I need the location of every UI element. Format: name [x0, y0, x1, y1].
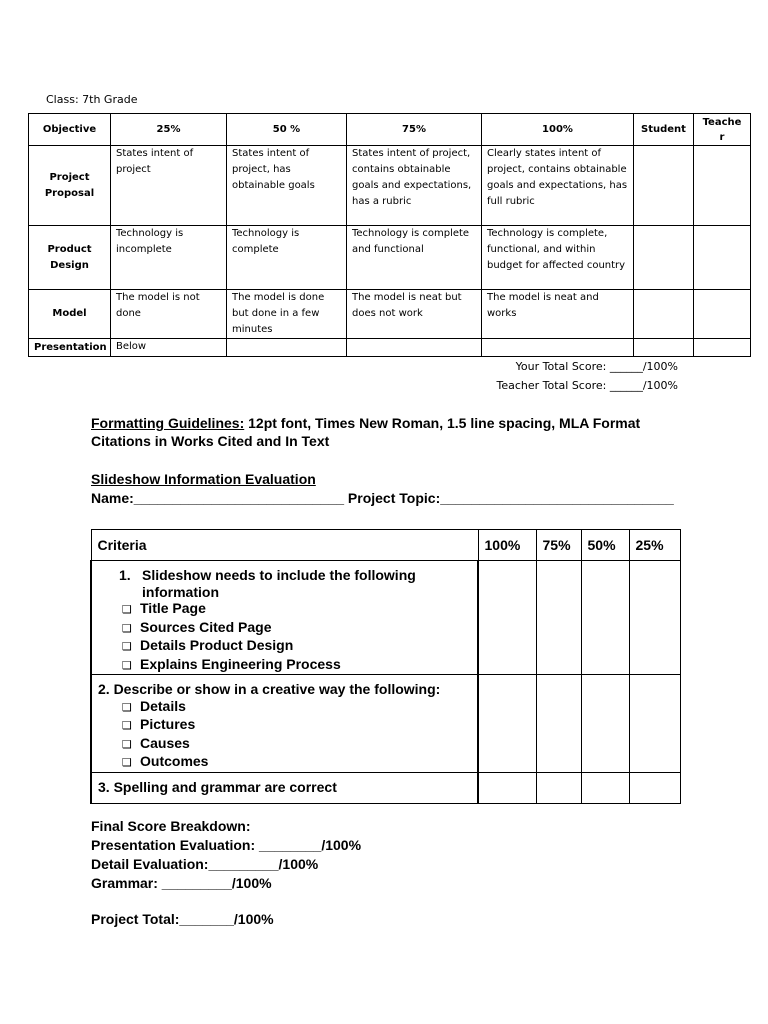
- score-cell[interactable]: [629, 561, 680, 675]
- cell-25: Below: [111, 339, 227, 357]
- rubric-table: [28, 113, 751, 357]
- topic-field[interactable]: ______________________________: [440, 490, 674, 506]
- rubric-row-model: [29, 290, 751, 339]
- bullet-item: [98, 619, 471, 638]
- bullet-text: Sources Cited Page: [140, 618, 272, 635]
- cell-100: The model is neat and works: [482, 290, 634, 339]
- criteria-item: 2. Describe or show in a creative way the following:: [98, 681, 441, 697]
- bullet-text: Explains Engineering Process: [140, 655, 341, 672]
- detail-evaluation: Detail Evaluation:_________/100%: [91, 856, 319, 872]
- student-score-cell[interactable]: [634, 339, 694, 357]
- cell-100: Technology is complete, functional, and within budget for affected country: [482, 226, 634, 290]
- col-100-header: 100%: [478, 530, 536, 561]
- objective-cell: Model: [29, 290, 111, 339]
- formatting-label: Formatting Guidelines:: [91, 415, 245, 431]
- cell-50: The model is done but done in a few minutes: [227, 290, 347, 339]
- criteria-row-1: [91, 561, 680, 675]
- bullet-text: Details: [140, 697, 186, 714]
- col-student: Student: [634, 114, 694, 146]
- slideshow-title: Slideshow Information Evaluation: [91, 471, 316, 487]
- col-25-header: 25%: [629, 530, 680, 561]
- topic-label: Project Topic:: [347, 490, 441, 506]
- col-75: 75%: [347, 114, 482, 146]
- criteria-cell: [91, 561, 478, 675]
- name-label: Name:: [91, 490, 134, 506]
- bullet-text: Details Product Design: [140, 637, 294, 653]
- cell-100: Clearly states intent of project, contains obtainable goals and expectations, has full rubric: [482, 146, 634, 226]
- rubric-row-presentation: [29, 339, 751, 357]
- teacher-score-cell[interactable]: [694, 226, 751, 290]
- teacher-score-cell[interactable]: [694, 146, 751, 226]
- cell-50: States intent of project, has obtainable goals: [227, 146, 347, 226]
- formatting-guidelines: [91, 414, 691, 450]
- cell-100: [482, 339, 634, 357]
- cell-25: The model is not done: [111, 290, 227, 339]
- checkbox-icon: ❑: [122, 640, 132, 653]
- bullet-text: Pictures: [140, 716, 196, 732]
- checkbox-icon: ❑: [122, 621, 132, 635]
- bullet-item: [98, 656, 471, 675]
- your-total-score: Your Total Score: ______/100%: [515, 360, 678, 373]
- student-score-cell[interactable]: [634, 290, 694, 339]
- criteria-header-row: [91, 530, 680, 561]
- bullet-item: [98, 698, 471, 717]
- checkbox-icon: ❑: [122, 756, 132, 769]
- rubric-row-product-design: [29, 226, 751, 290]
- score-cell[interactable]: [478, 772, 536, 803]
- criteria-row-3: [91, 772, 680, 803]
- final-title: Final Score Breakdown:: [91, 818, 251, 834]
- grammar-evaluation: Grammar: _________/100%: [91, 875, 272, 891]
- rubric-header-row: [29, 114, 751, 146]
- score-cell[interactable]: [536, 561, 581, 675]
- score-cell[interactable]: [629, 772, 680, 803]
- final-score-breakdown: [91, 817, 361, 893]
- score-cell[interactable]: [581, 772, 629, 803]
- score-cell[interactable]: [581, 561, 629, 675]
- formatting-text: 12pt font, Times New Roman, 1.5 line spacing, MLA Format Citations in Works Cited and In Text: [91, 415, 641, 449]
- score-cell[interactable]: [478, 675, 536, 773]
- checkbox-icon: ❑: [122, 737, 132, 751]
- bullet-text: Title Page: [140, 600, 206, 616]
- score-cell[interactable]: [536, 772, 581, 803]
- objective-cell: Presentation: [29, 339, 111, 357]
- col-25: 25%: [111, 114, 227, 146]
- name-field[interactable]: ___________________________: [133, 490, 345, 506]
- col-50: 50 %: [227, 114, 347, 146]
- teacher-score-cell[interactable]: [694, 339, 751, 357]
- criteria-table: [90, 529, 681, 804]
- cell-75: States intent of project, contains obtainable goals and expectations, has a rubric: [347, 146, 482, 226]
- criteria-row-2: [91, 675, 680, 773]
- cell-50: [227, 339, 347, 357]
- score-cell[interactable]: [536, 675, 581, 773]
- criteria-item-cont: [98, 584, 471, 601]
- col-75-header: 75%: [536, 530, 581, 561]
- checkbox-icon: ❑: [122, 700, 132, 714]
- criteria-cell: [91, 675, 478, 773]
- criteria-cell: [91, 772, 478, 803]
- total-scores: [496, 357, 678, 395]
- checkbox-icon: ❑: [122, 658, 132, 672]
- item-number: 1.: [119, 567, 131, 583]
- cell-75: The model is neat but does not work: [347, 290, 482, 339]
- bullet-text: Outcomes: [140, 753, 209, 769]
- class-label: Class: 7th Grade: [46, 93, 138, 106]
- cell-25: States intent of project: [111, 146, 227, 226]
- bullet-item: [98, 716, 471, 735]
- criteria-item: [98, 567, 471, 584]
- student-score-cell[interactable]: [634, 146, 694, 226]
- bullet-item: [98, 637, 471, 656]
- presentation-evaluation: Presentation Evaluation: ________/100%: [91, 837, 362, 853]
- score-cell[interactable]: [478, 561, 536, 675]
- col-objective: Objective: [29, 114, 111, 146]
- score-cell[interactable]: [581, 675, 629, 773]
- name-topic-line: [91, 490, 674, 506]
- item-text: Slideshow needs to include the following: [142, 567, 416, 583]
- score-cell[interactable]: [629, 675, 680, 773]
- cell-25: Technology is incomplete: [111, 226, 227, 290]
- bullet-item: [98, 735, 471, 754]
- teacher-score-cell[interactable]: [694, 290, 751, 339]
- checkbox-icon: ❑: [122, 719, 132, 732]
- bullet-text: Causes: [140, 734, 190, 751]
- col-100: 100%: [482, 114, 634, 146]
- cell-50: Technology is complete: [227, 226, 347, 290]
- objective-cell: Product Design: [29, 226, 111, 290]
- teacher-total-score: Teacher Total Score: ______/100%: [496, 379, 678, 392]
- criteria-header: Criteria: [91, 530, 478, 561]
- col-teacher: Teache r: [694, 114, 751, 146]
- project-total: Project Total:_______/100%: [91, 911, 274, 927]
- cell-75: [347, 339, 482, 357]
- bullet-item: [98, 753, 471, 772]
- cell-75: Technology is complete and functional: [347, 226, 482, 290]
- student-score-cell[interactable]: [634, 226, 694, 290]
- bullet-item: [98, 600, 471, 619]
- rubric-row-project-proposal: [29, 146, 751, 226]
- objective-cell: Project Proposal: [29, 146, 111, 226]
- criteria-item: 3. Spelling and grammar are correct: [98, 779, 337, 796]
- col-50-header: 50%: [581, 530, 629, 561]
- item-text-cont: information: [142, 583, 219, 600]
- checkbox-icon: ❑: [122, 603, 132, 616]
